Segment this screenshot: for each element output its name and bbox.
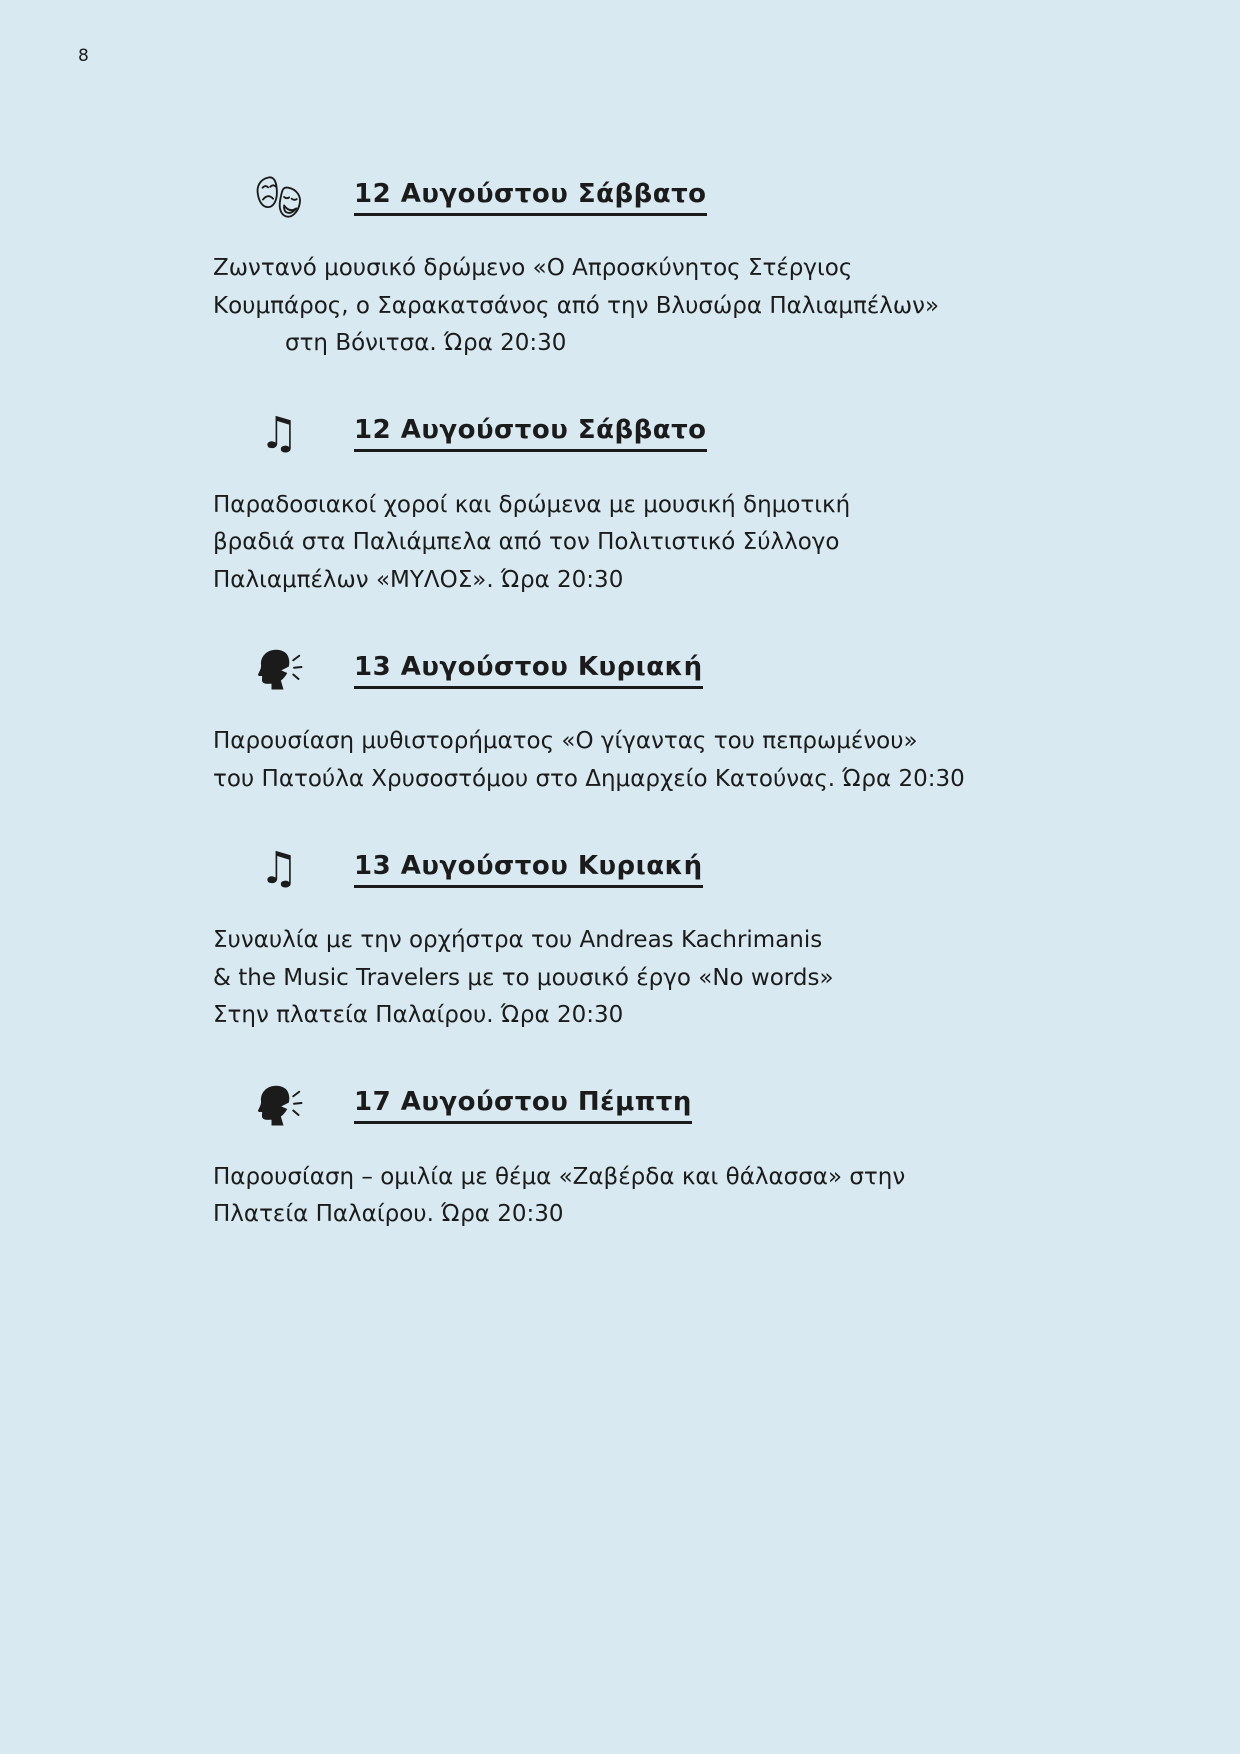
event-text-line: Στην πλατεία Παλαίρου. Ώρα 20:30 bbox=[213, 1002, 624, 1028]
event-header bbox=[250, 641, 1133, 699]
speaking-head-icon bbox=[250, 1083, 308, 1129]
event-date-heading: 13 Αυγούστου Κυριακή bbox=[354, 851, 703, 888]
event-text-line: Παρουσίαση μυθιστορήματος «Ο γίγαντας του πεπρωμένου» bbox=[213, 728, 918, 754]
event-section bbox=[213, 840, 1133, 1035]
event-date-heading: 12 Αυγούστου Σάββατο bbox=[354, 179, 707, 216]
event-header bbox=[250, 168, 1133, 226]
event-description bbox=[213, 1159, 1133, 1234]
event-description bbox=[213, 250, 1133, 363]
event-text-line: Παραδοσιακοί χοροί και δρώμενα με μουσική δημοτική bbox=[213, 491, 851, 518]
event-date-heading: 12 Αυγούστου Σάββατο bbox=[354, 415, 707, 452]
events-list bbox=[213, 168, 1133, 1276]
event-text-line: Παλιαμπέλων «ΜΥΛΟΣ». Ώρα 20:30 bbox=[213, 566, 624, 593]
event-section bbox=[213, 168, 1133, 363]
page-number: 8 bbox=[78, 46, 89, 66]
event-text-line: Κουμπάρος, ο Σαρακατσάνος από την Βλυσώρα Παλιαμπέλων» bbox=[213, 292, 940, 319]
music-note-icon: ♫ bbox=[259, 407, 299, 459]
event-description bbox=[213, 723, 1133, 798]
event-date-heading: 13 Αυγούστου Κυριακή bbox=[354, 652, 703, 689]
event-date-heading: 17 Αυγούστου Πέμπτη bbox=[354, 1087, 692, 1124]
event-header bbox=[250, 1077, 1133, 1135]
event-text-line: βραδιά στα Παλιάμπελα από τον Πολιτιστικό Σύλλογο bbox=[213, 529, 840, 555]
event-description bbox=[213, 922, 1133, 1035]
event-text-line: Πλατεία Παλαίρου. Ώρα 20:30 bbox=[213, 1201, 564, 1227]
event-text-line: Συναυλία με την ορχήστρα του Andreas Kachrimanis bbox=[213, 927, 823, 953]
event-section bbox=[213, 1077, 1133, 1234]
theater-masks-icon bbox=[250, 173, 308, 221]
event-section bbox=[213, 641, 1133, 798]
event-header bbox=[250, 840, 1133, 898]
music-note-icon: ♫ bbox=[259, 843, 299, 894]
event-text-line: Παρουσίαση – ομιλία με θέμα «Ζαβέρδα και θάλασσα» στην bbox=[213, 1163, 906, 1190]
speaking-head-icon bbox=[250, 647, 308, 693]
event-header bbox=[250, 405, 1133, 463]
event-text-line: στη Βόνιτσα. Ώρα 20:30 bbox=[285, 330, 567, 356]
event-text-line: & the Music Travelers με το μουσικό έργο «No words» bbox=[213, 964, 834, 991]
event-text-line: του Πατούλα Χρυσοστόμου στο Δημαρχείο Κατούνας. Ώρα 20:30 bbox=[213, 765, 965, 792]
event-description bbox=[213, 487, 1133, 600]
event-section bbox=[213, 405, 1133, 600]
event-text-line: Ζωντανό μουσικό δρώμενο «Ο Απροσκύνητος Στέργιος bbox=[213, 255, 853, 281]
